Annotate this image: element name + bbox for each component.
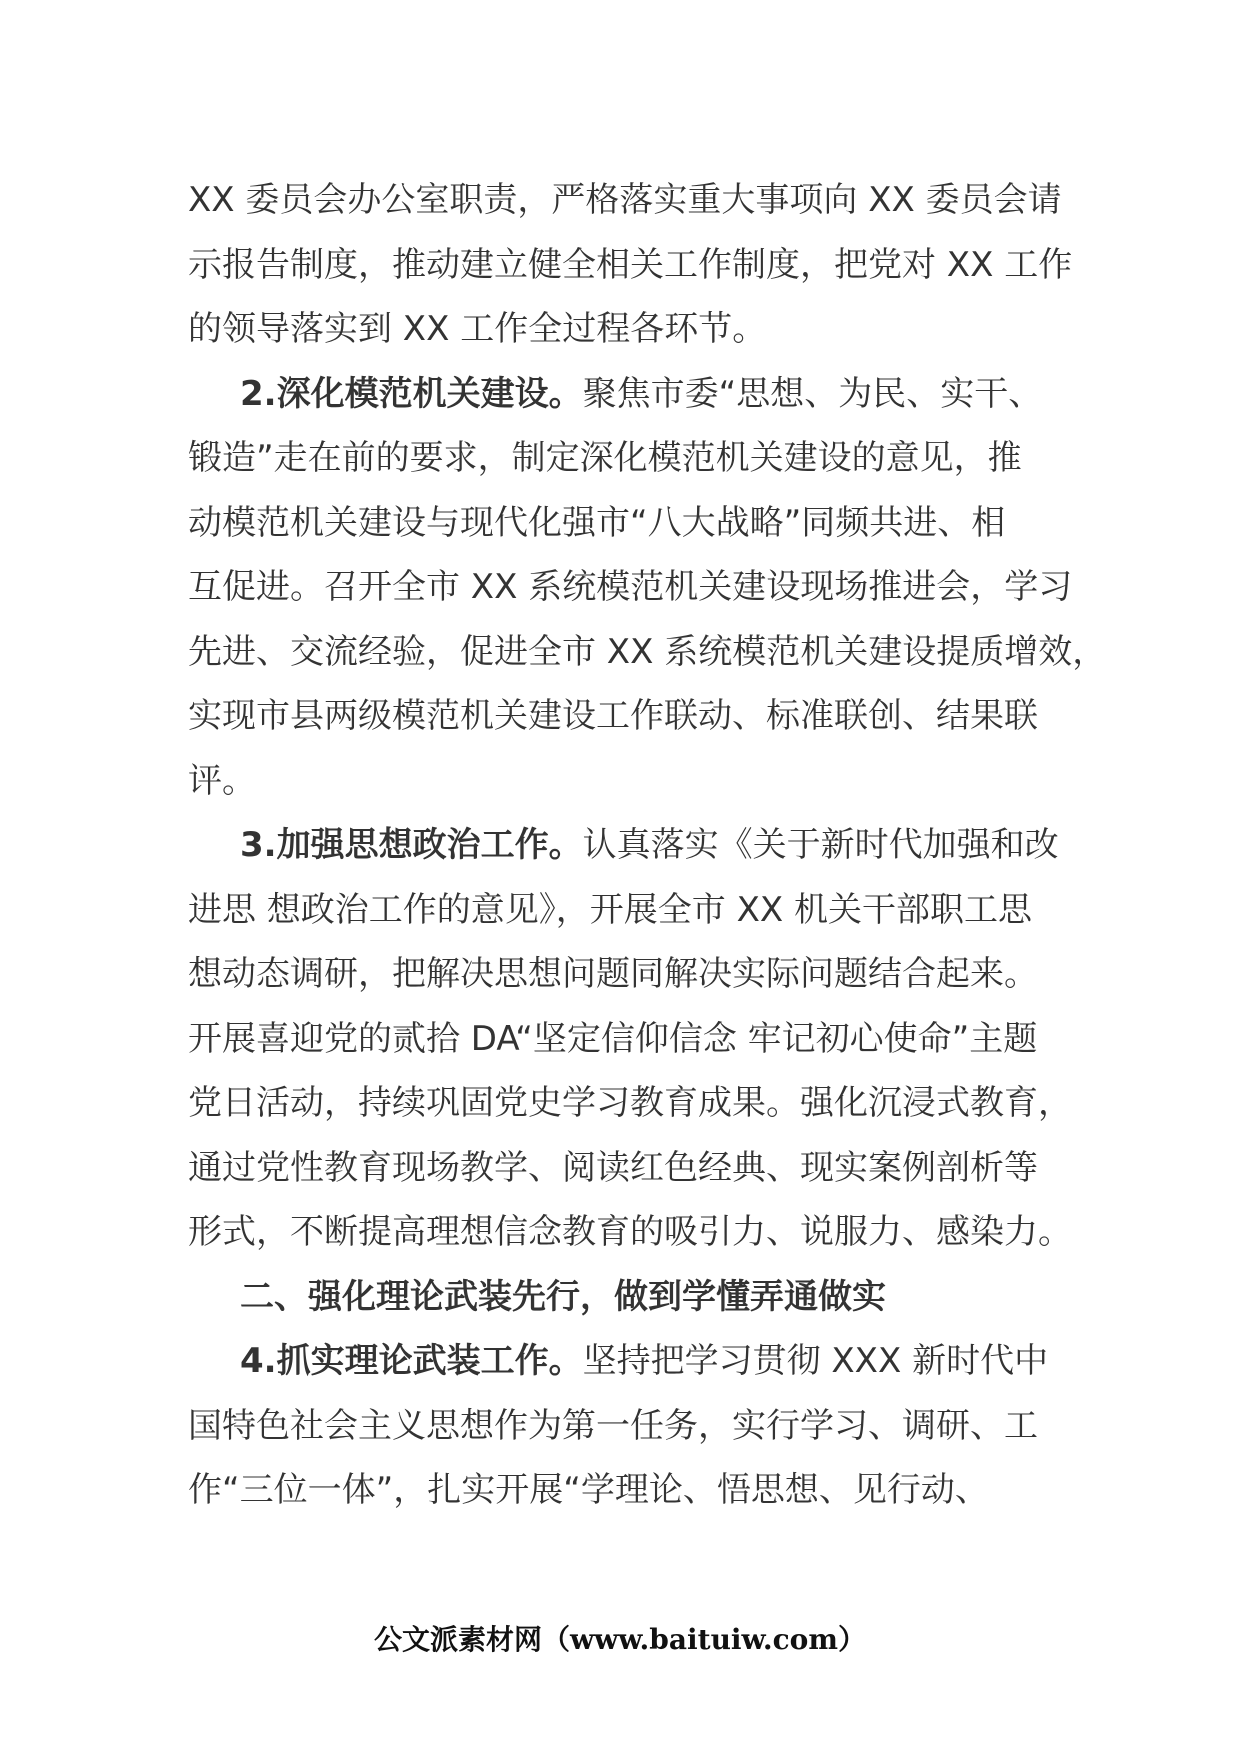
text-line: 示报告制度，推动建立健全相关工作制度，把党对 XX 工作: [188, 244, 1073, 285]
footer-watermark: 公文派素材网（www.baituiw.com）: [374, 1623, 866, 1656]
paragraph-theory-arming: [188, 1329, 1088, 1523]
paragraph-heading: 4.抓实理论武装工作。: [240, 1341, 583, 1381]
text-line: [188, 813, 1088, 878]
text-line: 作“三位一体”，扎实开展“学理论、悟思想、见行动、: [188, 1470, 989, 1510]
text-line: 形式，不断提高理想信念教育的吸引力、说服力、感染力。: [188, 1212, 1072, 1252]
paragraph-continuation: [188, 168, 1088, 362]
text-line: [188, 362, 1088, 427]
paragraph-heading: 3.加强思想政治工作。: [240, 825, 583, 865]
text-line: 想动态调研，把解决思想问题同解决实际问题结合起来。: [188, 954, 1038, 994]
paragraph-model-organs: [188, 362, 1107, 814]
paragraph-text: 聚焦市委“思想、为民、实干、: [582, 373, 1043, 414]
paragraph-ideological-work: [188, 813, 1088, 1265]
text-line: 开展喜迎党的贰拾 DA“坚定信仰信念 牢记初心使命”主题: [188, 1018, 1038, 1059]
section-title: 二、强化理论武装先行，做到学懂弄通做实: [240, 1276, 886, 1317]
text-line: 互促进。召开全市 XX 系统模范机关建设现场推进会，学习: [188, 567, 1073, 607]
document-body: [188, 168, 1107, 1523]
text-line: 国特色社会主义思想作为第一任务，实行学习、调研、工: [188, 1405, 1038, 1446]
text-line: XX 委员会办公室职责，严格落实重大事项向 XX 委员会请: [188, 180, 1062, 220]
text-line: [188, 1329, 1088, 1394]
text-line: 党日活动，持续巩固党史学习教育成果。强化沉浸式教育，: [188, 1083, 1072, 1123]
paragraph-text: 坚持把学习贯彻 XXX 新时代中: [582, 1341, 1049, 1381]
text-line: 进思 想政治工作的意见》，开展全市 XX 机关干部职工思: [188, 889, 1033, 930]
paragraph-heading: 2.深化模范机关建设。: [240, 373, 583, 414]
section-heading: [188, 1265, 1088, 1330]
text-line: 的领导落实到 XX 工作全过程各环节。: [188, 309, 767, 349]
text-line: 通过党性教育现场教学、阅读红色经典、现实案例剖析等: [188, 1147, 1038, 1188]
text-line: 实现市县两级模范机关建设工作联动、标准联创、结果联: [188, 696, 1038, 736]
text-line: 先进、交流经验，促进全市 XX 系统模范机关建设提质增效，: [188, 631, 1107, 672]
text-line: 评。: [188, 760, 256, 801]
text-line: 锻造”走在前的要求，制定深化模范机关建设的意见，推: [188, 438, 1022, 478]
paragraph-text: 认真落实《关于新时代加强和改: [582, 825, 1059, 865]
text-line: 动模范机关建设与现代化强市“八大战略”同频共进、相: [188, 502, 1006, 543]
